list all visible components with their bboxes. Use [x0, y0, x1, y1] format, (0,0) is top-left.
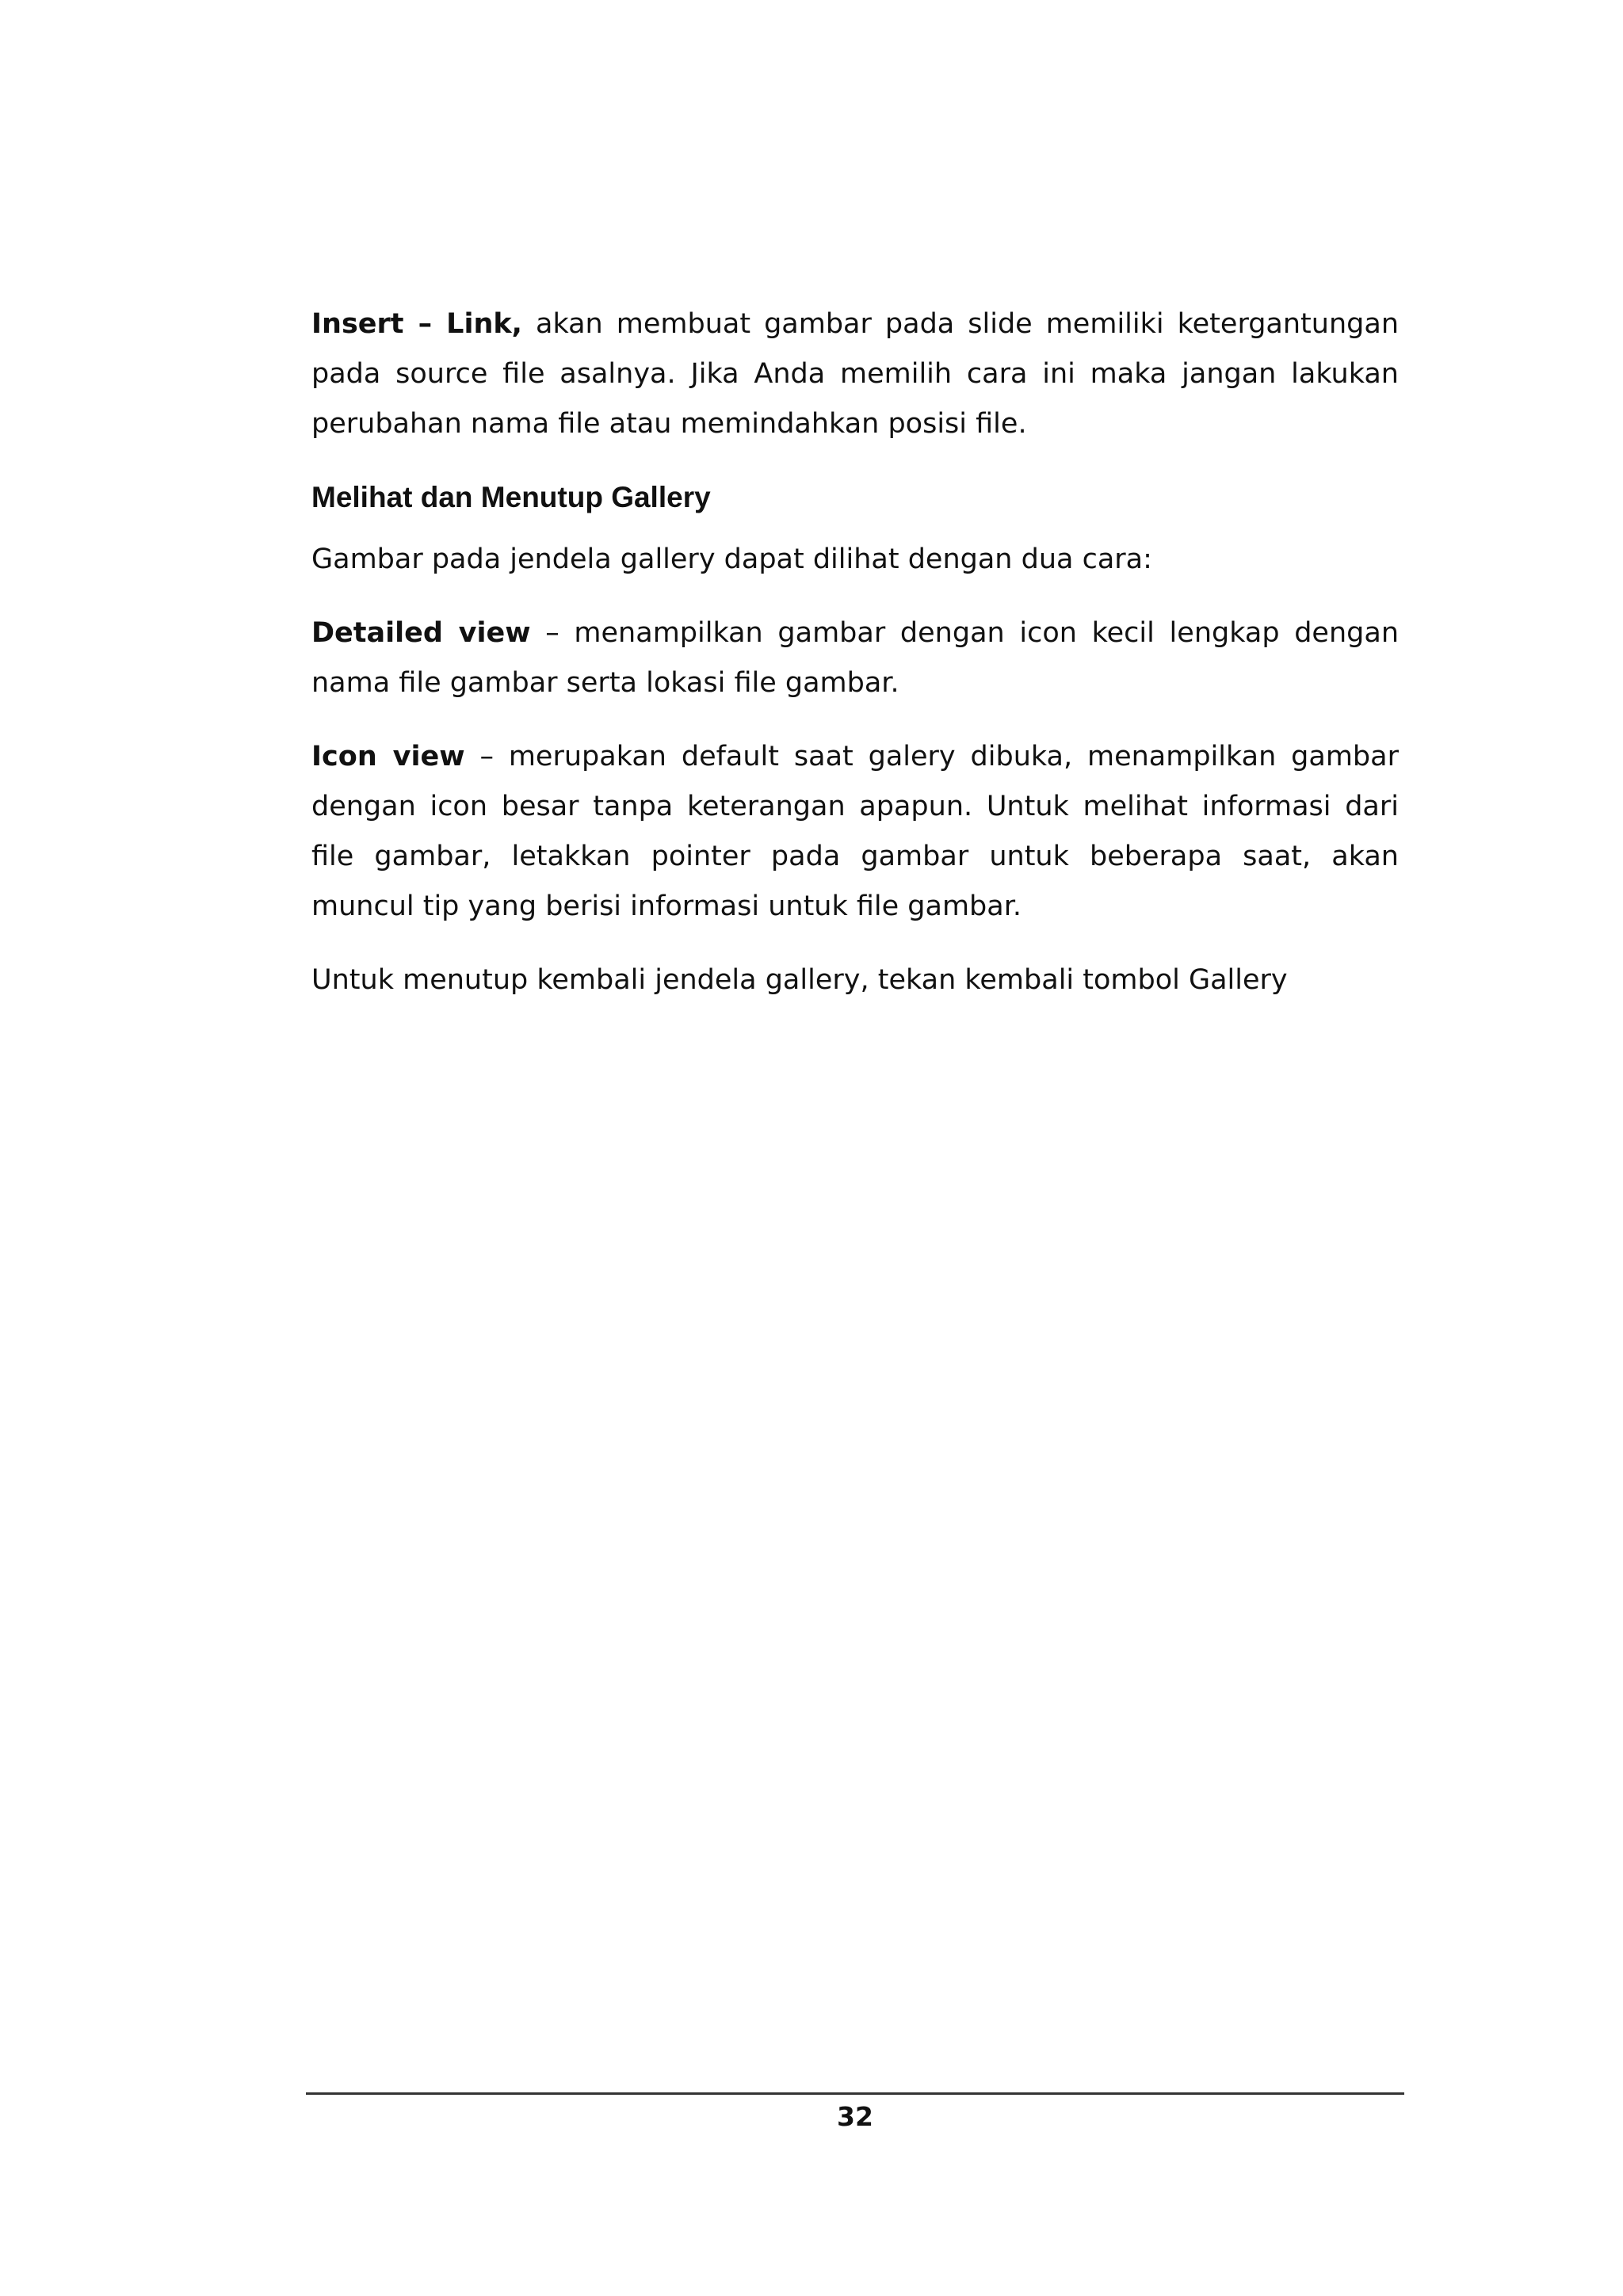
page-number: 32	[837, 2101, 873, 2132]
insert-link-paragraph	[311, 299, 1399, 449]
icon-view-paragraph	[311, 732, 1399, 932]
insert-link-term: Insert – Link,	[311, 308, 522, 340]
icon-view-term: Icon view	[311, 741, 465, 772]
icon-view-description: – merupakan default saat galery dibuka, menampilkan gambar dengan icon besar tanpa keterangan apapun. Untuk melihat informasi dari file gambar, letakkan pointer pada gambar untuk beberapa saat, akan muncul tip yang berisi informasi untuk file gambar.	[311, 741, 1399, 922]
section-heading: Melihat dan Menutup Gallery	[311, 481, 711, 513]
gallery-intro-paragraph: Gambar pada jendela gallery dapat dilihat dengan dua cara:	[311, 543, 1152, 575]
detailed-view-paragraph	[311, 608, 1399, 708]
page-body	[311, 299, 1399, 1029]
closing-paragraph: Untuk menutup kembali jendela gallery, tekan kembali tombol Gallery	[311, 964, 1288, 996]
footer-divider	[306, 2092, 1404, 2095]
detailed-view-term: Detailed view	[311, 617, 531, 649]
detailed-view-description: – menampilkan gambar dengan icon kecil lengkap dengan nama file gambar serta lokasi file gambar.	[311, 617, 1399, 699]
insert-link-description: akan membuat gambar pada slide memiliki ketergantungan pada source file asalnya. Jika Anda memilih cara ini maka jangan lakukan perubahan nama file atau memindahkan posisi file.	[311, 308, 1399, 440]
